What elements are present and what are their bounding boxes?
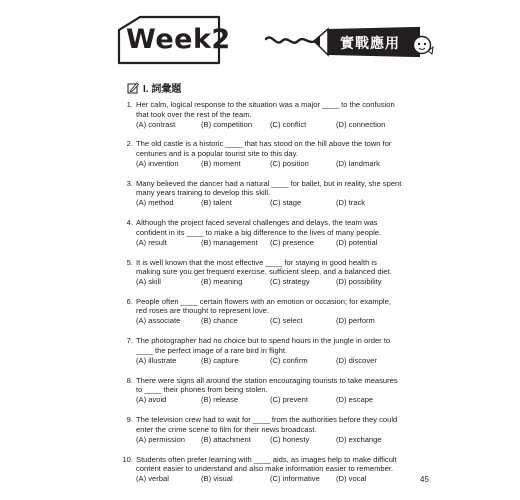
week-title: Week2	[126, 24, 231, 55]
option-d[interactable]: (D) possibility	[336, 277, 382, 287]
option-b[interactable]: (B) talent	[201, 198, 232, 208]
option-c[interactable]: (C) conflict	[270, 119, 307, 129]
question-line: Many believed the dancer had a natural ____ for ballet, but in reality, she spent	[136, 178, 402, 188]
question-item	[120, 139, 440, 168]
option-a[interactable]: (A) invention	[136, 158, 179, 168]
option-a[interactable]: (A) associate	[136, 316, 181, 326]
option-a[interactable]: (A) method	[136, 198, 174, 208]
answer-options	[136, 159, 440, 169]
option-d[interactable]: (D) connection	[336, 119, 386, 129]
question-line: many years training to develop this skill.	[136, 188, 271, 198]
option-c[interactable]: (C) strategy	[270, 277, 310, 287]
answer-options	[136, 395, 440, 405]
answer-options	[136, 238, 440, 248]
question-item	[120, 100, 440, 129]
practice-label: 實戰應用	[340, 36, 400, 52]
option-a[interactable]: (A) permission	[136, 434, 185, 444]
answer-options	[136, 356, 440, 366]
question-line: enter the crime scene to film for their news broadcast.	[136, 424, 317, 434]
option-d[interactable]: (D) track	[336, 198, 366, 208]
option-d[interactable]: (D) vocal	[336, 474, 367, 484]
page-number: 45	[420, 475, 429, 484]
question-line: The old castle is a historic ____ that has stood on the hill above the town for	[136, 139, 392, 149]
question-number: 9.	[126, 415, 133, 425]
question-line: The television crew had to wait for ____ from the authorities before they could	[136, 415, 398, 425]
option-d[interactable]: (D) discover	[336, 355, 377, 365]
option-c[interactable]: (C) position	[270, 158, 309, 168]
question-number: 3.	[126, 178, 133, 188]
mascot-icon	[412, 33, 434, 57]
question-line: Although the project faced several challenges and delays, the team was	[136, 218, 378, 228]
answer-options	[136, 198, 440, 208]
question-item	[120, 376, 440, 405]
question-item	[120, 218, 440, 247]
question-number: 1.	[126, 100, 133, 109]
option-b[interactable]: (B) attachment	[201, 434, 251, 444]
option-c[interactable]: (C) honesty	[270, 434, 310, 444]
question-number: 8.	[126, 375, 133, 385]
question-line: Her calm, logical response to the situation was a major ____ to the confusion	[136, 100, 395, 109]
option-b[interactable]: (B) chance	[201, 316, 238, 326]
question-item	[120, 336, 440, 365]
question-item	[120, 297, 440, 326]
question-number: 4.	[126, 218, 133, 228]
question-item	[120, 415, 440, 444]
question-line: making sure you get frequent exercise, sufficient sleep, and a balanced diet.	[136, 267, 392, 277]
practice-banner	[264, 25, 434, 65]
question-list	[120, 100, 440, 494]
option-c[interactable]: (C) stage	[270, 198, 302, 208]
option-b[interactable]: (B) moment	[201, 158, 241, 168]
question-line: There were signs all around the station encouraging tourists to take measures	[136, 375, 398, 385]
question-line: content easier to understand and also make information easier to remember.	[136, 464, 394, 474]
week-badge	[116, 14, 231, 66]
option-c[interactable]: (C) presence	[270, 237, 314, 247]
question-line: People often ____ certain flowers with an emotion or occasion; for example,	[136, 296, 391, 306]
question-line: that took over the rest of the team.	[136, 109, 252, 119]
question-number: 7.	[126, 336, 133, 346]
option-d[interactable]: (D) exchange	[336, 434, 382, 444]
question-line: red roses are thought to represent love.	[136, 306, 269, 316]
option-b[interactable]: (B) competition	[201, 119, 253, 129]
question-item	[120, 179, 440, 208]
option-b[interactable]: (B) release	[201, 395, 239, 405]
question-line: ____ the perfect image of a rare bird in flight.	[136, 345, 288, 355]
question-number: 5.	[126, 257, 133, 267]
question-line: to ____ their phones from being stolen.	[136, 385, 268, 395]
option-b[interactable]: (B) visual	[201, 474, 233, 484]
answer-options	[136, 435, 440, 445]
option-c[interactable]: (C) informative	[270, 474, 320, 484]
answer-options	[136, 120, 440, 130]
option-a[interactable]: (A) skill	[136, 277, 161, 287]
option-c[interactable]: (C) prevent	[270, 395, 308, 405]
answer-options	[136, 474, 440, 484]
option-a[interactable]: (A) illustrate	[136, 355, 177, 365]
question-number: 10.	[122, 454, 133, 464]
option-d[interactable]: (D) perform	[336, 316, 375, 326]
question-number: 2.	[126, 139, 133, 149]
pencil-note-icon	[127, 82, 139, 94]
question-line: centuries and is a popular tourist site to this day.	[136, 148, 298, 158]
question-number: 6.	[126, 296, 133, 306]
option-a[interactable]: (A) result	[136, 237, 167, 247]
option-d[interactable]: (D) landmark	[336, 158, 380, 168]
option-a[interactable]: (A) contrast	[136, 119, 176, 129]
option-b[interactable]: (B) management	[201, 237, 258, 247]
question-line: Students often prefer learning with ____ aids, as images help to make difficult	[136, 454, 397, 464]
option-a[interactable]: (A) avoid	[136, 395, 167, 405]
option-b[interactable]: (B) capture	[201, 355, 239, 365]
question-line: confident in its ____ to make a big difference to the lives of many people.	[136, 227, 382, 237]
answer-options	[136, 316, 440, 326]
option-b[interactable]: (B) meaning	[201, 277, 243, 287]
option-d[interactable]: (D) potential	[336, 237, 378, 247]
option-c[interactable]: (C) confirm	[270, 355, 308, 365]
section-heading	[127, 80, 181, 95]
option-a[interactable]: (A) verbal	[136, 474, 169, 484]
answer-options	[136, 277, 440, 287]
question-item	[120, 455, 440, 484]
option-d[interactable]: (D) escape	[336, 395, 374, 405]
question-line: The photographer had no choice but to spend hours in the jungle in order to	[136, 336, 391, 346]
question-item	[120, 258, 440, 287]
section-title: I. 詞彙題	[143, 84, 182, 95]
question-line: It is well known that the most effective ____ for staying in good health is	[136, 257, 377, 267]
option-c[interactable]: (C) select	[270, 316, 303, 326]
